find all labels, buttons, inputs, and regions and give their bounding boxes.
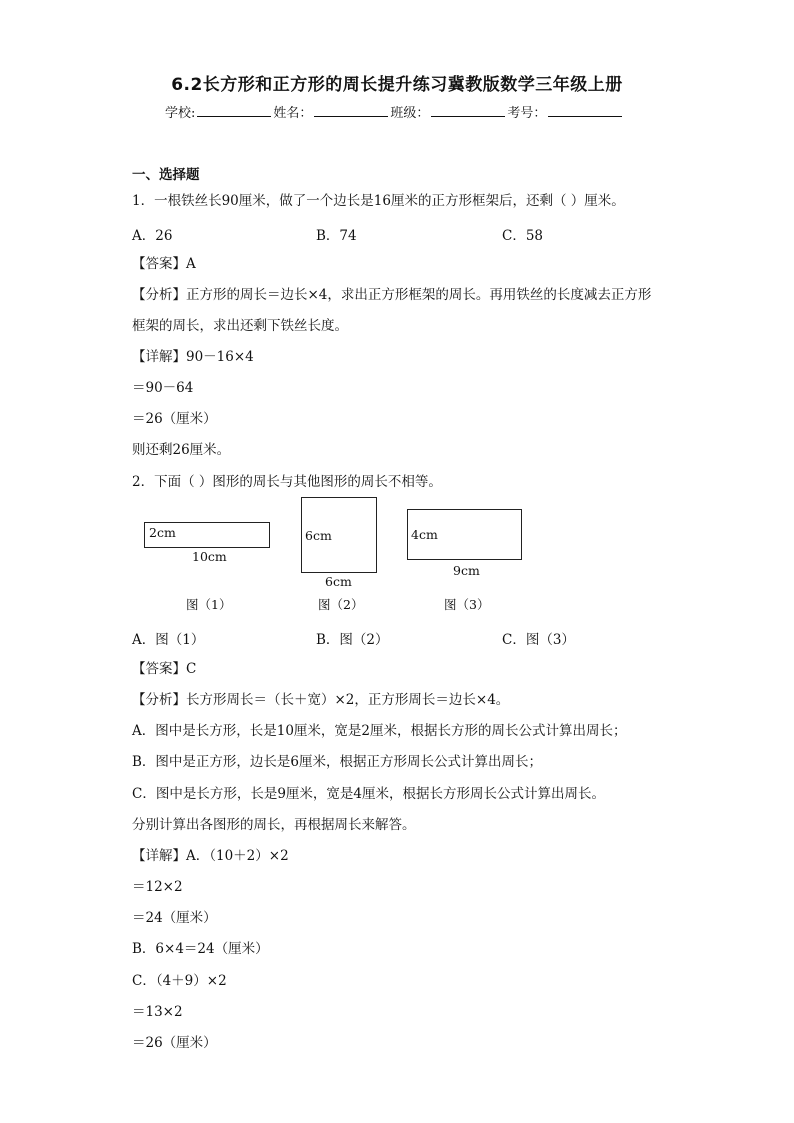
number-blank [548, 104, 622, 117]
q2-option-c: C．图（3） [502, 632, 575, 648]
number-label: 考号： [507, 106, 547, 121]
page-title: 6.2长方形和正方形的周长提升练习冀教版数学三年级上册 [171, 75, 623, 95]
figure-1-bottom-label: 10cm [192, 549, 227, 564]
class-label: 班级： [390, 106, 430, 121]
q1-option-b: B．74 [316, 228, 357, 244]
q1-detail-line-3: ＝26（厘米） [132, 411, 217, 427]
name-blank [314, 104, 388, 117]
figure-3-side-label: 4cm [411, 527, 438, 542]
figure-2-caption: 图（2） [318, 597, 364, 612]
q2-analysis-line-1: 【分析】长方形周长＝（长＋宽）×2，正方形周长＝边长×4。 [132, 692, 510, 708]
name-label: 姓名： [273, 106, 313, 121]
q2-answer: 【答案】C [132, 661, 197, 677]
q1-detail-line-2: ＝90－64 [132, 380, 194, 396]
q2-stem: 2．下面（ ）图形的周长与其他图形的周长不相等。 [132, 474, 442, 490]
figure-2-bottom-label: 6cm [325, 574, 352, 589]
q1-stem: 1．一根铁丝长90厘米，做了一个边长是16厘米的正方形框架后，还剩（ ）厘米。 [132, 193, 625, 209]
figure-1-caption: 图（1） [186, 597, 232, 612]
q1-detail-line-1: 【详解】90－16×4 [132, 349, 254, 365]
figure-1-side-label: 2cm [149, 525, 176, 540]
q2-detail-line-3: ＝24（厘米） [132, 910, 217, 926]
figure-3-caption: 图（3） [444, 597, 490, 612]
q2-analysis-line-5: 分别计算出各图形的周长，再根据周长来解答。 [132, 817, 416, 833]
q2-option-b: B．图（2） [316, 632, 389, 648]
q2-detail-line-4: B．6×4＝24（厘米） [132, 941, 269, 957]
q2-analysis-line-4: C．图中是长方形，长是9厘米，宽是4厘米，根据长方形周长公式计算出周长。 [132, 786, 606, 802]
q1-analysis-line-2: 框架的周长，求出还剩下铁丝长度。 [132, 318, 348, 334]
q1-option-c: C．58 [502, 228, 544, 244]
q2-detail-line-1: 【详解】A．（10＋2）×2 [132, 848, 289, 864]
student-info-line [165, 102, 624, 121]
section-title: 一、选择题 [132, 167, 200, 183]
q1-detail-line-4: 则还剩26厘米。 [132, 442, 231, 458]
q1-answer: 【答案】A [132, 256, 196, 272]
figure-3-bottom-label: 9cm [453, 563, 480, 578]
q2-detail-line-5: C．（4＋9）×2 [132, 973, 227, 989]
class-blank [431, 104, 505, 117]
q2-detail-line-7: ＝26（厘米） [132, 1035, 217, 1051]
figure-2-side-label: 6cm [305, 528, 332, 543]
q1-option-a: A．26 [132, 228, 173, 244]
q2-analysis-line-2: A．图中是长方形，长是10厘米，宽是2厘米，根据长方形的周长公式计算出周长； [132, 723, 627, 739]
q1-analysis-line-1: 【分析】正方形的周长＝边长×4，求出正方形框架的周长。再用铁丝的长度减去正方形 [132, 287, 652, 303]
school-blank [197, 104, 271, 117]
school-label: 学校: [165, 106, 196, 121]
q2-analysis-line-3: B．图中是正方形，边长是6厘米，根据正方形周长公式计算出周长； [132, 754, 543, 770]
q2-detail-line-2: ＝12×2 [132, 879, 183, 895]
q2-option-a: A．图（1） [132, 632, 205, 648]
q2-detail-line-6: ＝13×2 [132, 1004, 183, 1020]
